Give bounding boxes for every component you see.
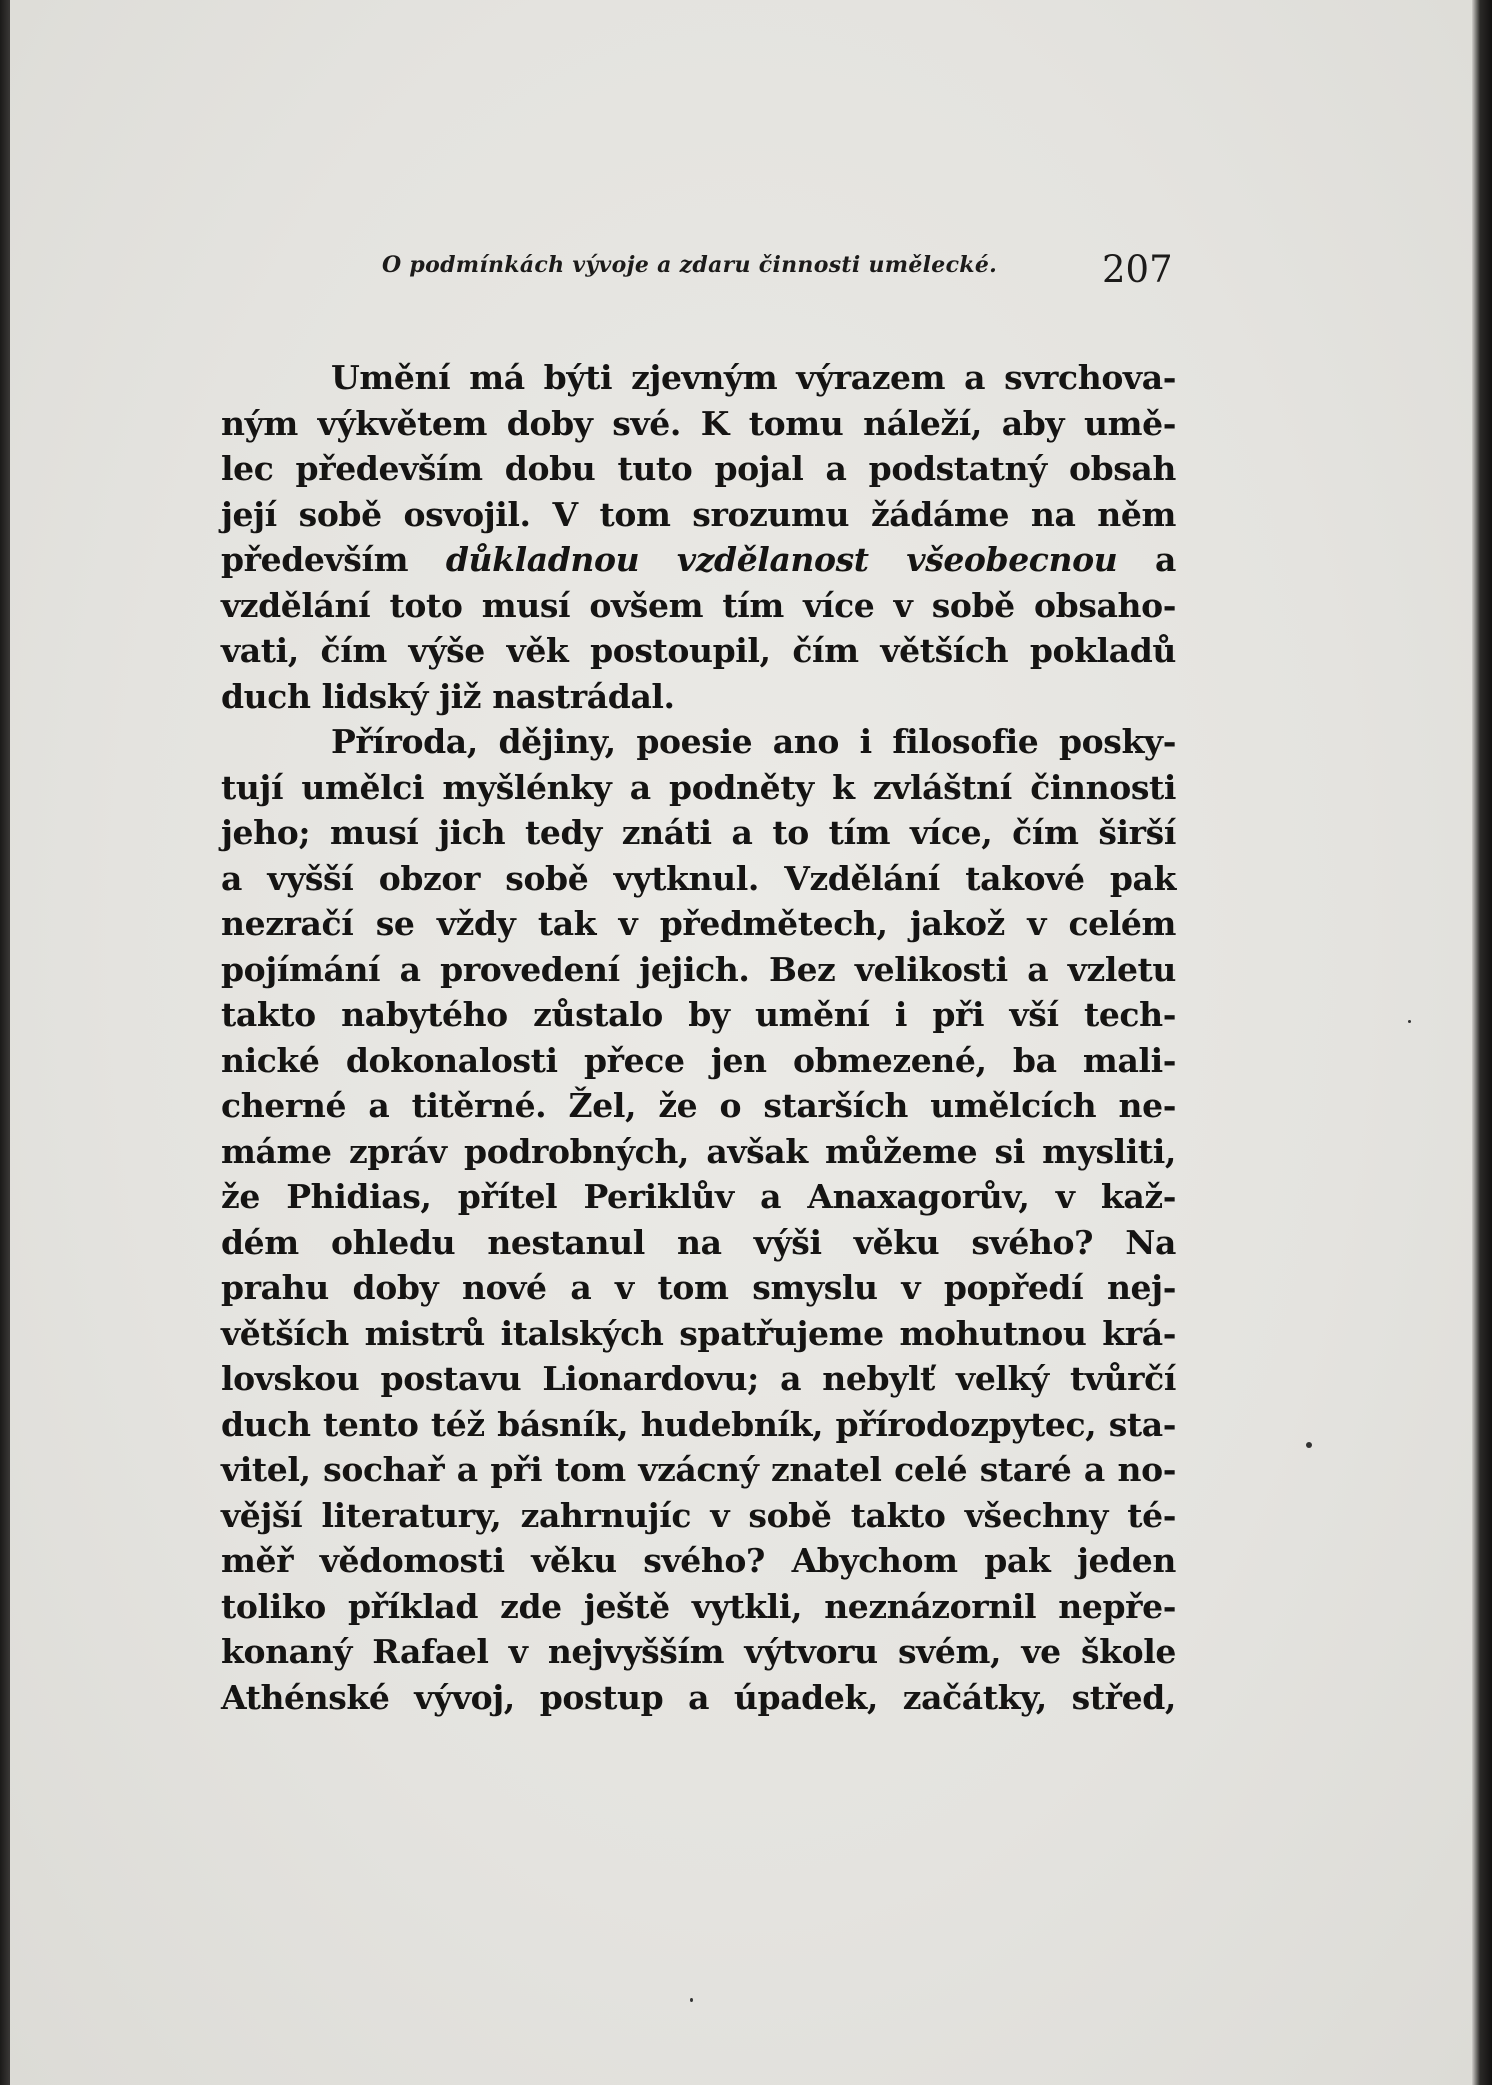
text-line: duch lidský již nastrádal. bbox=[221, 676, 675, 716]
text-line: dém ohledu nestanul na výši věku svého? Na bbox=[221, 1222, 1176, 1262]
text-line: Athénské vývoj, postup a úpadek, začátky, střed, bbox=[221, 1677, 1176, 1717]
text-line: tují umělci myšlénky a podněty k zvláštní činnosti bbox=[221, 767, 1176, 807]
text-line: lec především dobu tuto pojal a podstatný obsah bbox=[221, 449, 1176, 488]
text-line: jeho; musí jich tedy znáti a to tím více, čím širší bbox=[221, 813, 1176, 852]
text-line: větších mistrů italských spatřujeme mohutnou krá- bbox=[221, 1313, 1176, 1353]
emph-after: a bbox=[1155, 540, 1177, 579]
running-head: O podmínkách vývoje a zdaru činnosti umělecké. bbox=[382, 252, 998, 278]
emphasized-phrase: důkladnou vzdělanost všeobecnou bbox=[445, 540, 1118, 579]
text-line: vzdělání toto musí ovšem tím více v sobě obsaho- bbox=[221, 585, 1176, 625]
scan-right-edge bbox=[1472, 0, 1492, 2085]
text-line: pojímání a provedení jejich. Bez velikosti a vzletu bbox=[221, 949, 1176, 989]
text-line: její sobě osvojil. V tom srozumu žádáme na něm bbox=[221, 494, 1176, 534]
text-line: konaný Rafael v nejvyšším výtvoru svém, ve škole bbox=[221, 1632, 1176, 1671]
text-line: vější literatury, zahrnujíc v sobě takto všechny té- bbox=[221, 1495, 1176, 1535]
text-line: že Phidias, přítel Periklův a Anaxagorův, v kaž- bbox=[221, 1177, 1176, 1216]
text-line: duch tento též básník, hudebník, přírodozpytec, sta- bbox=[221, 1404, 1176, 1444]
text-line: Umění má býti zjevným výrazem a svrchova- bbox=[331, 358, 1176, 397]
text-line: vati, čím výše věk postoupil, čím větších pokladů bbox=[221, 631, 1176, 670]
paper-speck bbox=[1306, 1442, 1312, 1448]
text-line: a vyšší obzor sobě vytknul. Vzdělání takové pak bbox=[221, 858, 1176, 898]
text-line: nezračí se vždy tak v předmětech, jakož v celém bbox=[221, 904, 1176, 943]
text-line: měř vědomosti věku svého? Abychom pak jeden bbox=[221, 1541, 1176, 1580]
page-number: 207 bbox=[1102, 248, 1173, 291]
text-line: vitel, sochař a při tom vzácný znatel celé staré a no- bbox=[221, 1450, 1176, 1489]
page-header bbox=[382, 248, 1182, 291]
text-line: takto nabytého zůstalo by umění i při vší tech- bbox=[221, 995, 1176, 1034]
text-line-emphasis bbox=[221, 537, 1176, 583]
body-text bbox=[221, 355, 1176, 1720]
paper-speck bbox=[1408, 1020, 1411, 1023]
paper-speck bbox=[690, 1998, 693, 2002]
text-line: Příroda, dějiny, poesie ano i filosofie posky- bbox=[331, 722, 1176, 761]
text-line: toliko příklad zde ještě vytkli, neznázornil nepře- bbox=[221, 1586, 1176, 1626]
scan-left-margin bbox=[0, 0, 10, 2085]
text-line: ným výkvětem doby své. K tomu náleží, aby umě- bbox=[221, 403, 1176, 443]
emph-before: především bbox=[221, 540, 409, 579]
text-line: cherné a titěrné. Žel, že o starších umělcích ne- bbox=[221, 1086, 1176, 1125]
text-line: lovskou postavu Lionardovu; a nebylť velký tvůrčí bbox=[221, 1359, 1176, 1398]
text-line: máme zpráv podrobných, avšak můžeme si mysliti, bbox=[221, 1131, 1176, 1171]
book-page bbox=[10, 0, 1472, 2085]
text-line: prahu doby nové a v tom smyslu v popředí nej- bbox=[221, 1268, 1176, 1307]
text-line: nické dokonalosti přece jen obmezené, ba mali- bbox=[221, 1040, 1176, 1080]
